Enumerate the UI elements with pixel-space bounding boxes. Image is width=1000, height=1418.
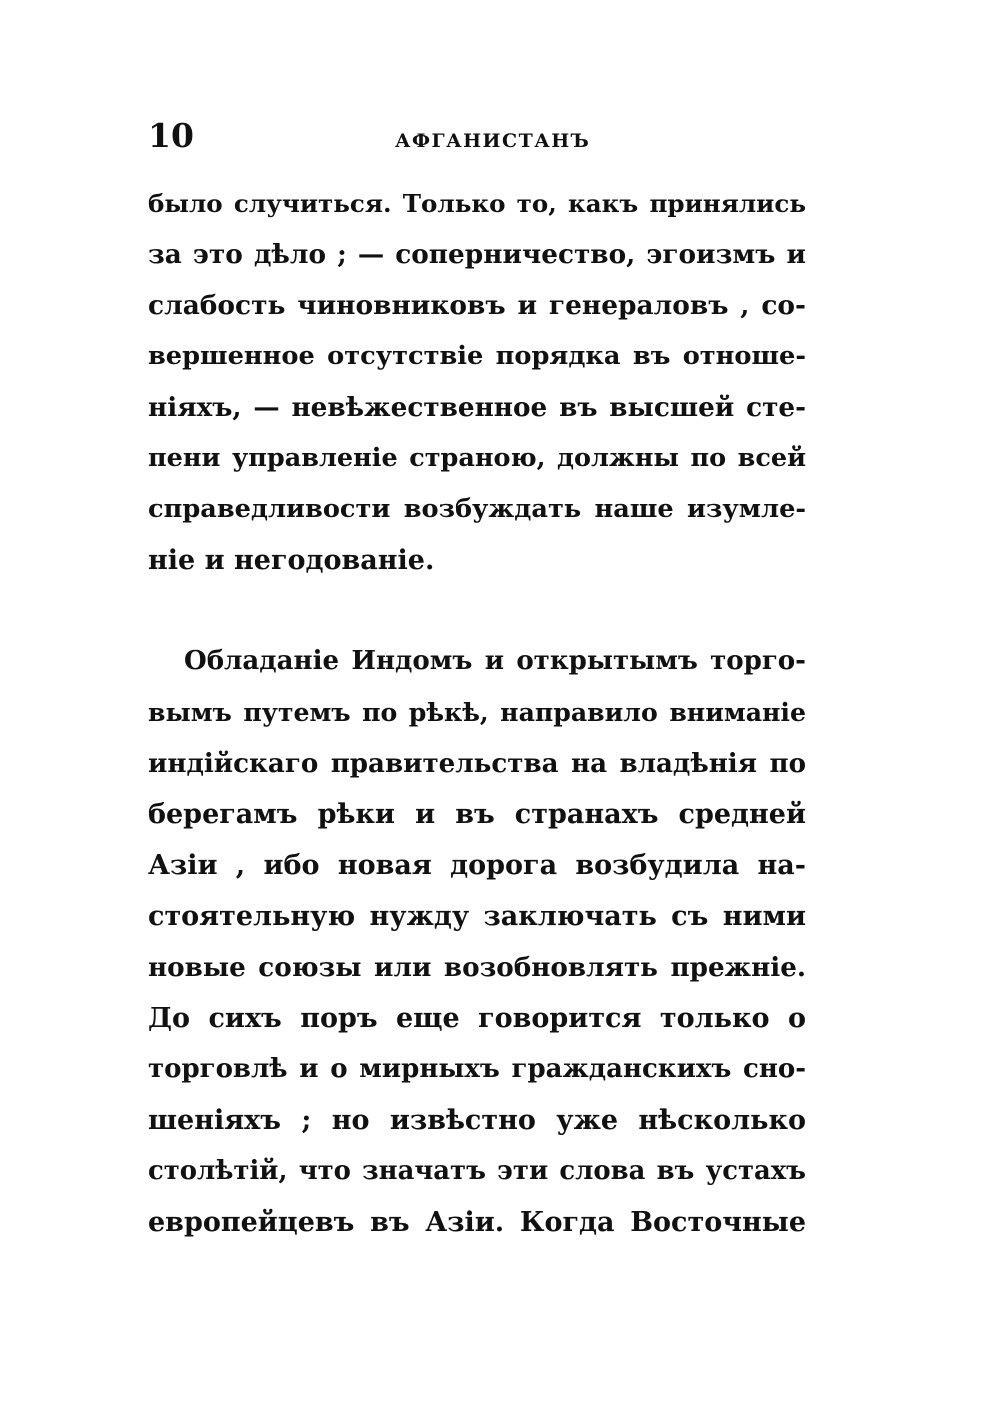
text-line: было случиться. Только то, какъ принялись	[148, 189, 806, 218]
text-line: европейцевъ въ Азіи. Когда Восточные	[148, 1207, 806, 1238]
text-line: вымъ путемъ по рѣкѣ, направило вниманіе	[148, 697, 806, 727]
text-line: До сихъ поръ еще говорится только о	[148, 1003, 806, 1034]
text-line: слабость чиновниковъ и генераловъ , со-	[148, 290, 806, 321]
text-line: Азіи , ибо новая дорога возбудила на-	[148, 850, 806, 881]
text-line: торговлѣ и о мирныхъ гражданскихъ сно-	[148, 1054, 806, 1084]
text-line: индійскаго правительства на владѣнія по	[148, 748, 806, 779]
text-line: пени управленіе страною, должны по всей	[148, 443, 806, 473]
text-line: столѣтій, что значатъ эти слова въ устахъ	[148, 1156, 806, 1186]
text-line: ніе и негодованіе.	[148, 545, 435, 576]
text-line: берегамъ рѣки и въ странахъ средней	[148, 799, 806, 830]
text-line: за это дѣло ; — соперничество, эгоизмъ и	[148, 239, 806, 270]
text-line: шеніяхъ ; но извѣстно уже нѣсколько	[148, 1105, 806, 1136]
paragraph-2	[148, 636, 806, 1248]
text-line: Обладаніе Индомъ и открытымъ торго-	[184, 646, 806, 676]
page-number: 10	[148, 116, 194, 155]
text-line: вершенное отсутствіе порядка въ отноше-	[148, 341, 806, 371]
text-line: новые союзы или возобновлять прежніе.	[148, 952, 806, 983]
text-line: стоятельную нужду заключать съ ними	[148, 901, 806, 932]
text-line: справедливости возбуждать наше изумле-	[148, 494, 806, 524]
text-line: ніяхъ, — невѣжественное въ высшей сте-	[148, 392, 806, 423]
paragraph-1	[148, 178, 806, 586]
running-title: АФГАНИСТАНЪ	[395, 130, 591, 152]
